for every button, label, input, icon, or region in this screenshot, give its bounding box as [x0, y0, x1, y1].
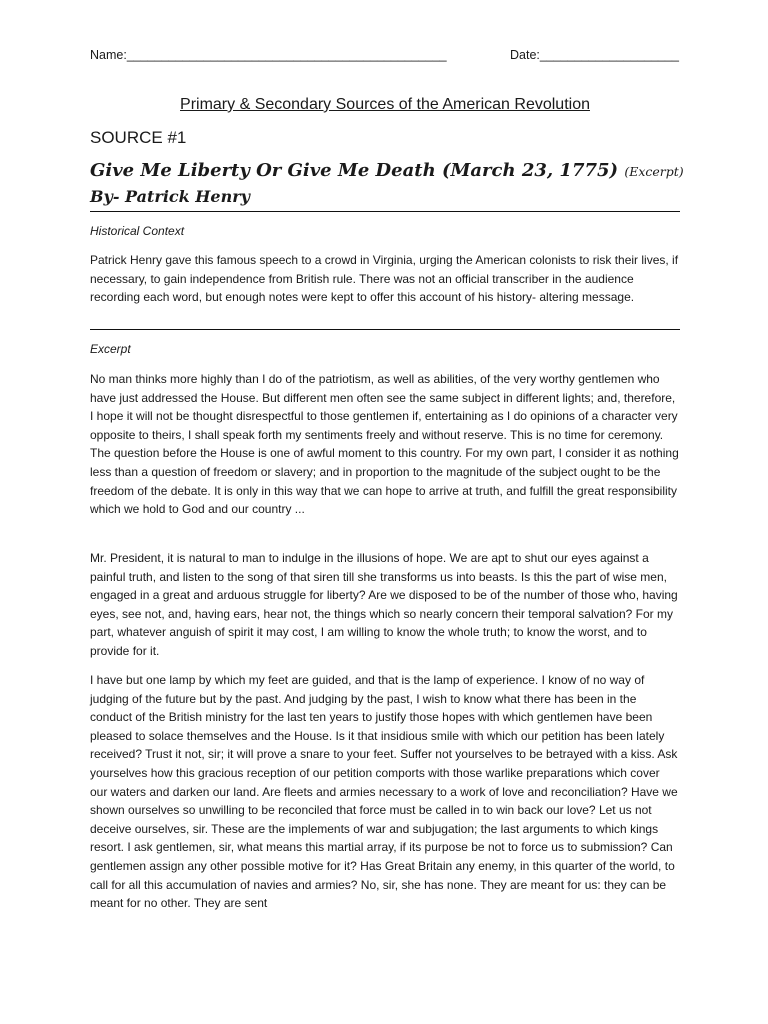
- date-field[interactable]: Date:____________________: [510, 48, 679, 62]
- excerpt-heading: Excerpt: [90, 342, 131, 356]
- source-label: SOURCE #1: [90, 128, 187, 147]
- student-info-row: [90, 48, 680, 68]
- worksheet-title: Primary & Secondary Sources of the American Revolution: [180, 96, 590, 113]
- speech-title-text: Give Me Liberty Or Give Me Death (March 23, 1775): [90, 160, 619, 181]
- historical-context-heading: Historical Context: [90, 224, 185, 238]
- divider-rule: [90, 211, 680, 212]
- excerpt-paragraph: No man thinks more highly than I do of the patriotism, as well as abilities, of the very worthy gentlemen who have just addressed the House. But different men often see the same subject in different lights; and, therefore, I hope it will not be thought disrespectful to those gentlemen if, entertaining as I do opinions of a character very opposite to theirs, I shall speak forth my sentiments freely and without reserve. This is no time for ceremony. The question before the House is one of awful moment to this country. For my own part, I consider it as nothing less than a question of freedom or slavery; and in proportion to the magnitude of the subject ought to be the freedom of the debate. It is only in this way that we can hope to arrive at truth, and fulfill the great responsibility which we hold to God and our country ...: [90, 372, 679, 517]
- author-line: By- Patrick Henry: [90, 187, 250, 206]
- name-field[interactable]: Name:______________________________________________: [90, 48, 447, 62]
- divider-rule: [90, 329, 680, 330]
- historical-context-text: Patrick Henry gave this famous speech to a crowd in Virginia, urging the American colonists to risk their lives, if necessary, to gain independence from British rule. There was not an official transcriber in the audience recording each word, but enough notes were kept to offer this account of his history- altering message.: [90, 253, 679, 305]
- speech-title: [90, 160, 690, 181]
- excerpt-paragraph: Mr. President, it is natural to man to indulge in the illusions of hope. We are apt to shut our eyes against a painful truth, and listen to the song of that siren till she transforms us into beasts. Is this the part of wise men, engaged in a great and arduous struggle for liberty? Are we disposed to be of the number of those who, having eyes, see not, and, having ears, hear not, the things which so nearly concern their temporal salvation? For my part, whatever anguish of spirit it may cost, I am willing to know the whole truth; to know the worst, and to provide for it.: [90, 551, 678, 658]
- excerpt-tag: (Excerpt): [624, 164, 684, 179]
- excerpt-paragraph: I have but one lamp by which my feet are guided, and that is the lamp of experience. I know of no way of judging of the future but by the past. And judging by the past, I wish to know what there has been in the conduct of the British ministry for the last ten years to justify those hopes with which gentlemen have been pleased to solace themselves and the House. Is it that insidious smile with which our petition has been lately received? Trust it not, sir; it will prove a snare to your feet. Suffer not yourselves to be betrayed with a kiss. Ask yourselves how this gracious reception of our petition comports with those warlike preparations which cover our waters and darken our land. Are fleets and armies necessary to a work of love and reconciliation? Have we shown ourselves so unwilling to be reconciled that force must be called in to win back our love? Let us not deceive ourselves, sir. These are the implements of war and subjugation; the last arguments to which kings resort. I ask gentlemen, sir, what means this martial array, if its purpose be not to force us to submission? Can gentlemen assign any other possible motive for it? Has Great Britain any enemy, in this quarter of the world, to call for all this accumulation of navies and armies? No, sir, she has none. They are meant for us: they can be meant for no other. They are sent: [90, 673, 678, 911]
